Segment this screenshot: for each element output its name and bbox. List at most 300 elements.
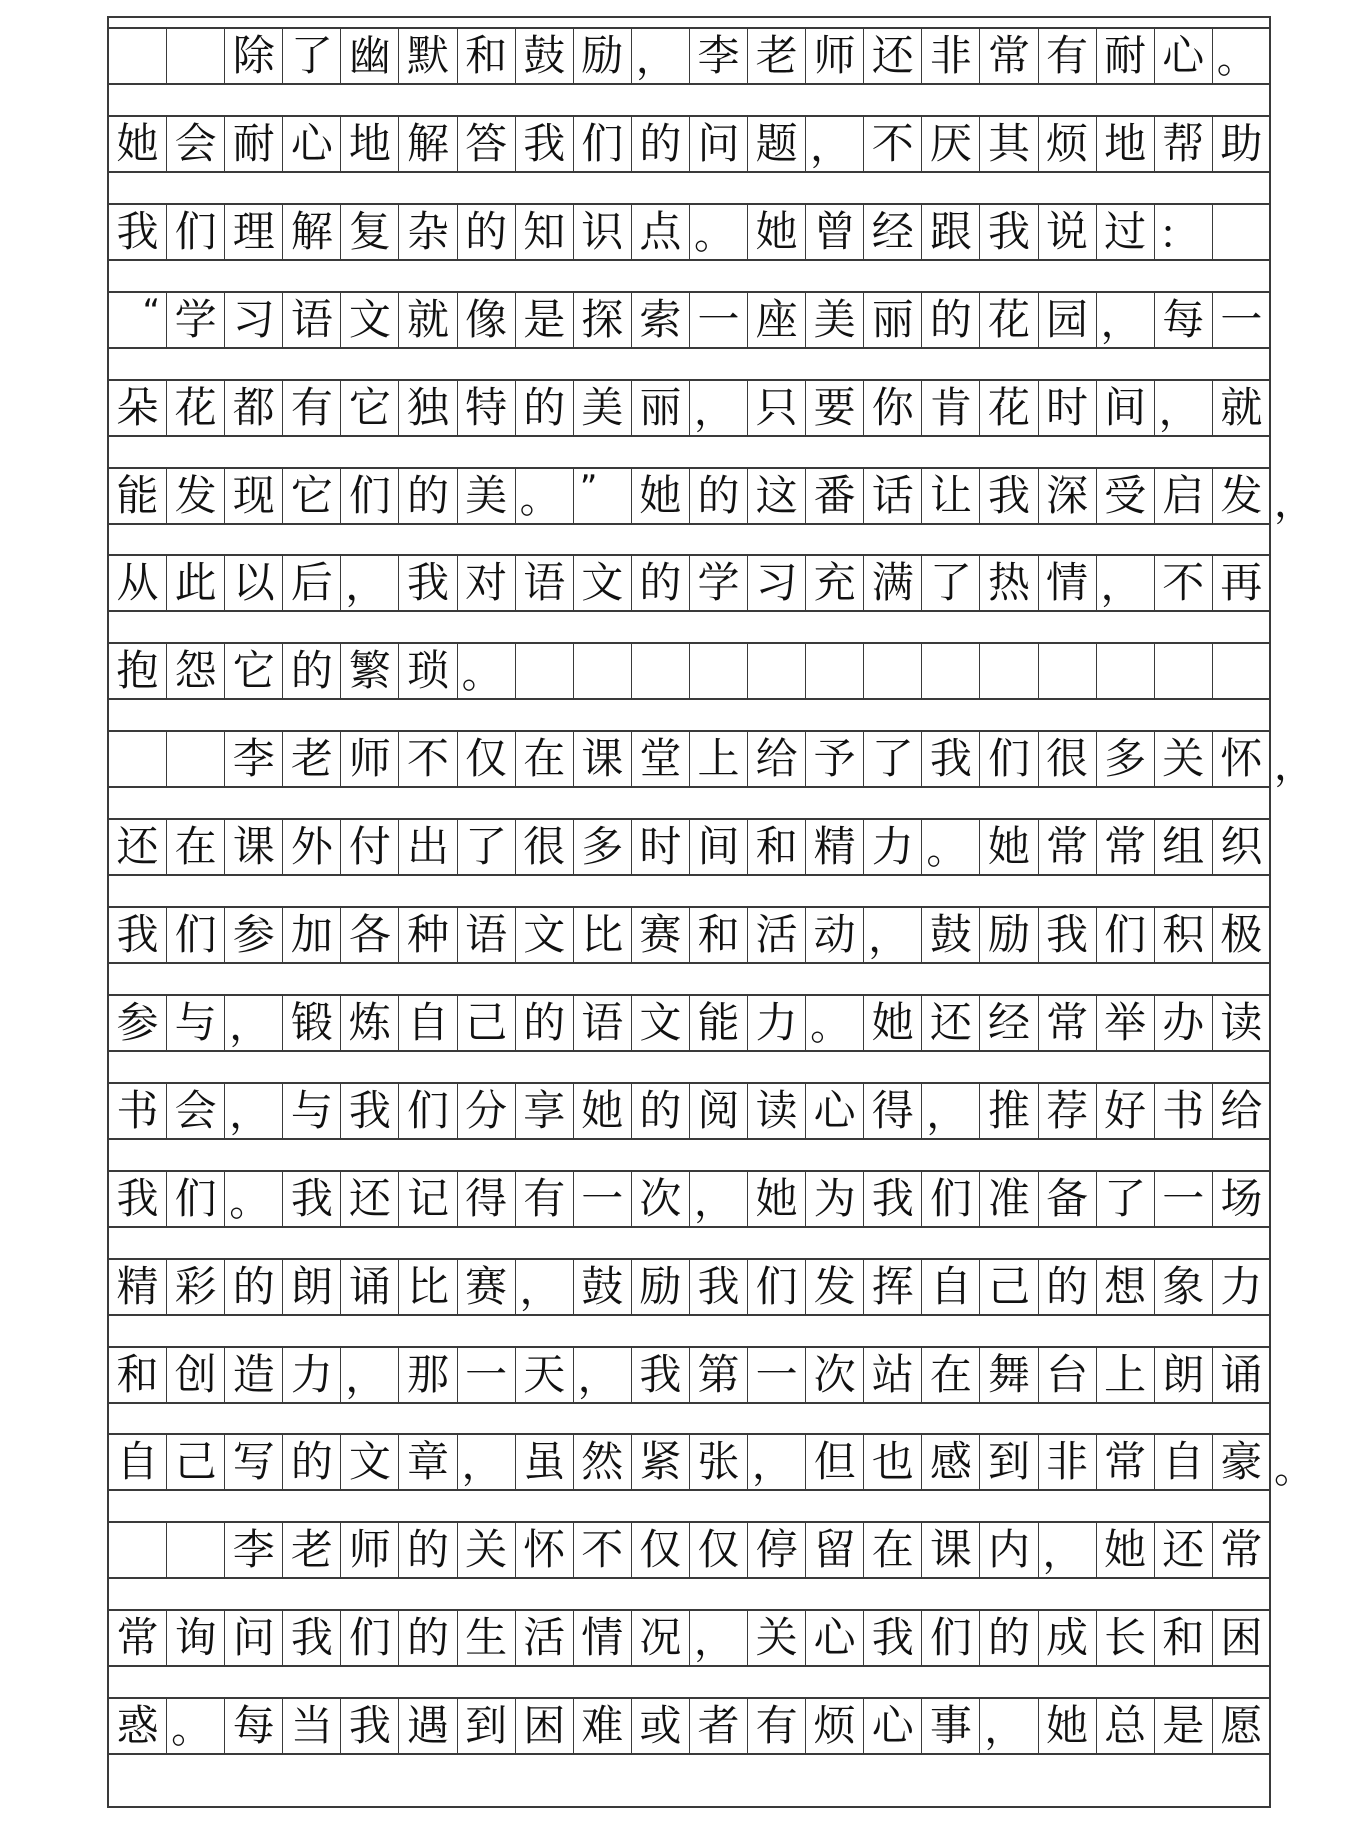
grid-cell: 比 [574, 908, 632, 962]
grid-cell: 留 [806, 1523, 864, 1577]
grid-cell: 们 [748, 1260, 806, 1314]
grid-cell: 得 [864, 1084, 922, 1138]
grid-cell: 朵 [109, 381, 167, 435]
grid-cell: 或 [632, 1699, 690, 1753]
grid-cell: 一 [458, 1348, 516, 1402]
grid-cell: 己 [167, 1435, 225, 1489]
grid-cell: 出 [399, 820, 457, 874]
grid-cell: 象 [1155, 1260, 1213, 1314]
grid-cell: 学 [690, 556, 748, 610]
grid-cell: 上 [690, 732, 748, 786]
grid-cell: 花 [980, 293, 1038, 347]
grid-cell: 我 [283, 1611, 341, 1665]
grid-cell: 停 [748, 1523, 806, 1577]
grid-cell: 发 [167, 469, 225, 523]
grid-cell: 困 [1213, 1611, 1271, 1665]
grid-cell: 。 [516, 469, 574, 523]
grid-cell: 们 [1097, 908, 1155, 962]
grid-cell: 我 [283, 1172, 341, 1226]
grid-cell: 美 [458, 469, 516, 523]
grid-cell: 们 [341, 1611, 399, 1665]
grid-cell: 站 [864, 1348, 922, 1402]
grid-cell: 经 [864, 205, 922, 259]
grid-cell: 好 [1097, 1084, 1155, 1138]
grid-cell: ， [225, 996, 283, 1050]
grid-cell: 再 [1213, 556, 1271, 610]
grid-cell: 耐 [1097, 29, 1155, 83]
grid-row [107, 554, 1271, 612]
grid-cell: 此 [167, 556, 225, 610]
grid-cell: 。 [167, 1699, 225, 1753]
grid-cell: 繁 [341, 644, 399, 698]
grid-cell: 以 [225, 556, 283, 610]
grid-cell: 都 [225, 381, 283, 435]
grid-cell: 种 [399, 908, 457, 962]
grid-cell: ， [341, 1348, 399, 1402]
grid-cell: 鼓 [922, 908, 980, 962]
grid-cell: 语 [283, 293, 341, 347]
grid-cell: ， [516, 1260, 574, 1314]
grid-cell [864, 644, 922, 698]
grid-cell: 要 [806, 381, 864, 435]
grid-cell: 紧 [632, 1435, 690, 1489]
grid-cell: 课 [922, 1523, 980, 1577]
grid-cell: 挥 [864, 1260, 922, 1314]
grid-cell: 励 [574, 29, 632, 83]
grid-cell: 很 [516, 820, 574, 874]
grid-row [107, 1697, 1271, 1755]
grid-cell: 的 [1039, 1260, 1097, 1314]
grid-cell: ， [1097, 293, 1155, 347]
grid-row [107, 291, 1271, 349]
grid-cell: 语 [574, 996, 632, 1050]
grid-cell: 复 [341, 205, 399, 259]
grid-cell: ， [806, 117, 864, 171]
grid-row [107, 994, 1271, 1052]
grid-cell: ， [1039, 1523, 1097, 1577]
grid-cell: 给 [1213, 1084, 1271, 1138]
grid-cell: 不 [1155, 556, 1213, 610]
grid-cell: 愿 [1213, 1699, 1271, 1753]
margin-punctuation: ， [1274, 743, 1314, 790]
grid-row [107, 379, 1271, 437]
grid-cell: 充 [806, 556, 864, 610]
grid-cell: 关 [458, 1523, 516, 1577]
grid-cell: 她 [632, 469, 690, 523]
grid-cell: 堂 [632, 732, 690, 786]
grid-cell: ， [632, 29, 690, 83]
grid-cell: 朗 [1155, 1348, 1213, 1402]
grid-cell: 炼 [341, 996, 399, 1050]
grid-cell: ， [980, 1699, 1038, 1753]
grid-cell: 诵 [341, 1260, 399, 1314]
grid-cell: 助 [1213, 117, 1271, 171]
grid-cell: 自 [109, 1435, 167, 1489]
grid-cell: 们 [399, 1084, 457, 1138]
grid-cell: 当 [283, 1699, 341, 1753]
grid-row [107, 27, 1271, 85]
grid-cell: 不 [864, 117, 922, 171]
grid-cell: 的 [632, 1084, 690, 1138]
grid-cell: 造 [225, 1348, 283, 1402]
grid-cell: 常 [1097, 1435, 1155, 1489]
grid-cell: 的 [632, 556, 690, 610]
grid-cell: 文 [632, 996, 690, 1050]
grid-row [107, 730, 1271, 788]
grid-cell: 上 [1097, 1348, 1155, 1402]
grid-cell: 长 [1097, 1611, 1155, 1665]
grid-cell: 们 [574, 117, 632, 171]
grid-cell: 自 [1155, 1435, 1213, 1489]
grid-cell: 习 [225, 293, 283, 347]
grid-cell: 遇 [399, 1699, 457, 1753]
grid-cell: 到 [458, 1699, 516, 1753]
grid-cell: 。 [225, 1172, 283, 1226]
grid-cell: 心 [806, 1084, 864, 1138]
grid-cell: 园 [1039, 293, 1097, 347]
margin-punctuation: ， [1274, 479, 1314, 526]
grid-cell: 的 [458, 205, 516, 259]
grid-cell: 在 [922, 1348, 980, 1402]
grid-cell: 我 [109, 908, 167, 962]
grid-cell: 动 [806, 908, 864, 962]
grid-cell: 与 [167, 996, 225, 1050]
grid-cell: 成 [1039, 1611, 1097, 1665]
grid-cell: 感 [922, 1435, 980, 1489]
grid-cell: 课 [574, 732, 632, 786]
grid-cell: 就 [399, 293, 457, 347]
grid-cell: 常 [1097, 820, 1155, 874]
grid-cell: “ [109, 293, 167, 347]
grid-cell: 仅 [458, 732, 516, 786]
grid-cell: 为 [806, 1172, 864, 1226]
grid-cell [806, 644, 864, 698]
grid-cell: 地 [1097, 117, 1155, 171]
grid-cell: 幽 [341, 29, 399, 83]
grid-cell: 时 [632, 820, 690, 874]
grid-cell: 自 [399, 996, 457, 1050]
grid-cell: 我 [341, 1084, 399, 1138]
grid-cell: 组 [1155, 820, 1213, 874]
grid-cell: 我 [109, 205, 167, 259]
grid-cell: 然 [574, 1435, 632, 1489]
grid-cell [748, 644, 806, 698]
grid-cell: 的 [283, 644, 341, 698]
grid-row [107, 906, 1271, 964]
grid-cell: 记 [399, 1172, 457, 1226]
grid-cell: 让 [922, 469, 980, 523]
grid-cell: 活 [748, 908, 806, 962]
grid-cell: ， [341, 556, 399, 610]
grid-cell: 不 [574, 1523, 632, 1577]
grid-cell: 肯 [922, 381, 980, 435]
grid-cell: 举 [1097, 996, 1155, 1050]
grid-cell: 特 [458, 381, 516, 435]
grid-cell: 常 [980, 29, 1038, 83]
grid-cell: 时 [1039, 381, 1097, 435]
grid-cell: 给 [748, 732, 806, 786]
grid-cell: 仅 [690, 1523, 748, 1577]
grid-cell: ， [1155, 381, 1213, 435]
grid-cell: 烦 [806, 1699, 864, 1753]
grid-cell: 情 [574, 1611, 632, 1665]
grid-cell: 还 [864, 29, 922, 83]
grid-cell: 鼓 [574, 1260, 632, 1314]
grid-cell [922, 644, 980, 698]
grid-cell: 况 [632, 1611, 690, 1665]
grid-cell: 帮 [1155, 117, 1213, 171]
grid-cell: 识 [574, 205, 632, 259]
grid-cell: 力 [864, 820, 922, 874]
grid-cell: 们 [167, 205, 225, 259]
grid-cell: 总 [1097, 1699, 1155, 1753]
grid-cell: 事 [922, 1699, 980, 1753]
grid-cell: 一 [690, 293, 748, 347]
grid-cell: 她 [864, 996, 922, 1050]
grid-cell: 次 [806, 1348, 864, 1402]
grid-cell: 点 [632, 205, 690, 259]
grid-cell: 的 [980, 1611, 1038, 1665]
grid-cell: 的 [632, 117, 690, 171]
grid-cell: 是 [516, 293, 574, 347]
grid-cell: 非 [922, 29, 980, 83]
grid-cell: ” [574, 469, 632, 523]
grid-cell: 问 [690, 117, 748, 171]
grid-cell: 了 [1097, 1172, 1155, 1226]
grid-cell: 书 [1155, 1084, 1213, 1138]
grid-cell: 对 [458, 556, 516, 610]
page-border-bottom [107, 1806, 1271, 1808]
grid-cell: 书 [109, 1084, 167, 1138]
grid-cell: 了 [458, 820, 516, 874]
grid-cell: 场 [1213, 1172, 1271, 1226]
grid-cell: 参 [225, 908, 283, 962]
grid-cell: 舞 [980, 1348, 1038, 1402]
grid-cell: 间 [690, 820, 748, 874]
grid-cell: 我 [341, 1699, 399, 1753]
grid-cell: 探 [574, 293, 632, 347]
grid-cell: 困 [516, 1699, 574, 1753]
grid-cell: 会 [167, 1084, 225, 1138]
grid-cell: 第 [690, 1348, 748, 1402]
grid-cell: 发 [806, 1260, 864, 1314]
grid-cell: 常 [1039, 820, 1097, 874]
grid-cell: 有 [516, 1172, 574, 1226]
grid-cell: 的 [690, 469, 748, 523]
grid-cell [1213, 644, 1271, 698]
grid-cell: 文 [341, 293, 399, 347]
grid-cell: 荐 [1039, 1084, 1097, 1138]
grid-cell: 多 [1097, 732, 1155, 786]
grid-cell: 们 [167, 908, 225, 962]
grid-cell: 有 [283, 381, 341, 435]
grid-cell: 她 [109, 117, 167, 171]
grid-cell: 深 [1039, 469, 1097, 523]
grid-cell: 赛 [458, 1260, 516, 1314]
grid-cell: 它 [283, 469, 341, 523]
grid-cell: 非 [1039, 1435, 1097, 1489]
grid-cell: 了 [283, 29, 341, 83]
grid-cell: 外 [283, 820, 341, 874]
grid-cell: 力 [1213, 1260, 1271, 1314]
grid-cell: 问 [225, 1611, 283, 1665]
grid-cell: 常 [1039, 996, 1097, 1050]
grid-cell: ， [864, 908, 922, 962]
grid-cell: 就 [1213, 381, 1271, 435]
grid-cell: 朗 [283, 1260, 341, 1314]
grid-cell: 。 [806, 996, 864, 1050]
grid-cell: 励 [632, 1260, 690, 1314]
grid-cell: 豪 [1213, 1435, 1271, 1489]
grid-cell: 课 [225, 820, 283, 874]
grid-row [107, 467, 1271, 525]
grid-cell: 力 [283, 1348, 341, 1402]
grid-cell [167, 1523, 225, 1577]
grid-cell: 积 [1155, 908, 1213, 962]
grid-cell: 次 [632, 1172, 690, 1226]
grid-row [107, 818, 1271, 876]
grid-cell: 的 [922, 293, 980, 347]
grid-cell: ， [574, 1348, 632, 1402]
grid-cell: 它 [225, 644, 283, 698]
grid-cell: 活 [516, 1611, 574, 1665]
grid-cell: 们 [922, 1611, 980, 1665]
grid-cell [109, 29, 167, 83]
grid-row [107, 1433, 1271, 1491]
grid-cell: 知 [516, 205, 574, 259]
grid-cell: 还 [341, 1172, 399, 1226]
grid-cell: 你 [864, 381, 922, 435]
grid-cell [109, 1523, 167, 1577]
grid-cell: 只 [748, 381, 806, 435]
grid-cell: 还 [922, 996, 980, 1050]
grid-cell [574, 644, 632, 698]
grid-cell: 现 [225, 469, 283, 523]
grid-cell: 还 [1155, 1523, 1213, 1577]
grid-cell: ， [748, 1435, 806, 1489]
page-border-top [107, 16, 1271, 18]
grid-cell [632, 644, 690, 698]
grid-cell: 经 [980, 996, 1038, 1050]
grid-cell: 在 [167, 820, 225, 874]
grid-row [107, 1346, 1271, 1404]
grid-cell: 心 [1155, 29, 1213, 83]
grid-cell: 极 [1213, 908, 1271, 962]
grid-cell: 心 [864, 1699, 922, 1753]
grid-cell: 关 [1155, 732, 1213, 786]
grid-cell: 读 [748, 1084, 806, 1138]
grid-cell: 热 [980, 556, 1038, 610]
grid-cell: 到 [980, 1435, 1038, 1489]
grid-cell: 解 [283, 205, 341, 259]
grid-cell: 我 [632, 1348, 690, 1402]
grid-cell: 她 [980, 820, 1038, 874]
grid-cell: 花 [167, 381, 225, 435]
grid-cell: 启 [1155, 469, 1213, 523]
grid-row [107, 1082, 1271, 1140]
grid-cell: 李 [690, 29, 748, 83]
grid-cell: 这 [748, 469, 806, 523]
grid-cell: 杂 [399, 205, 457, 259]
grid-cell: 索 [632, 293, 690, 347]
grid-cell: 题 [748, 117, 806, 171]
grid-cell: 怀 [1213, 732, 1271, 786]
grid-cell: 从 [109, 556, 167, 610]
grid-cell [167, 29, 225, 83]
grid-row [107, 642, 1271, 700]
grid-cell: 的 [399, 1523, 457, 1577]
grid-cell: 我 [399, 556, 457, 610]
grid-cell: 每 [225, 1699, 283, 1753]
grid-cell: 和 [1155, 1611, 1213, 1665]
grid-cell: 难 [574, 1699, 632, 1753]
grid-cell: 章 [399, 1435, 457, 1489]
grid-cell: 我 [922, 732, 980, 786]
grid-cell: 己 [458, 996, 516, 1050]
grid-cell: ， [690, 1172, 748, 1226]
grid-cell: 的 [399, 1611, 457, 1665]
grid-row [107, 203, 1271, 261]
grid-cell: 惑 [109, 1699, 167, 1753]
grid-cell: 鼓 [516, 29, 574, 83]
grid-row [107, 1170, 1271, 1228]
grid-cell: 她 [1039, 1699, 1097, 1753]
grid-cell: 我 [864, 1611, 922, 1665]
grid-cell: 推 [980, 1084, 1038, 1138]
grid-cell: 的 [516, 996, 574, 1050]
grid-cell: 我 [516, 117, 574, 171]
grid-cell: 不 [399, 732, 457, 786]
grid-cell: 过 [1097, 205, 1155, 259]
grid-cell: 也 [864, 1435, 922, 1489]
grid-cell: 是 [1155, 1699, 1213, 1753]
grid-cell: 我 [1039, 908, 1097, 962]
grid-cell: 张 [690, 1435, 748, 1489]
grid-cell: 与 [283, 1084, 341, 1138]
grid-cell: 话 [864, 469, 922, 523]
grid-cell: 受 [1097, 469, 1155, 523]
grid-cell: 答 [458, 117, 516, 171]
grid-cell: 赛 [632, 908, 690, 962]
grid-cell: 独 [399, 381, 457, 435]
grid-cell: 彩 [167, 1260, 225, 1314]
grid-cell: 师 [341, 732, 399, 786]
grid-row [107, 1609, 1271, 1667]
grid-cell: 李 [225, 732, 283, 786]
grid-cell: ： [1155, 205, 1213, 259]
grid-cell: 天 [516, 1348, 574, 1402]
grid-cell: 默 [399, 29, 457, 83]
grid-cell: 师 [341, 1523, 399, 1577]
grid-cell: 常 [1213, 1523, 1271, 1577]
grid-cell: 们 [167, 1172, 225, 1226]
grid-cell: 想 [1097, 1260, 1155, 1314]
grid-cell: 那 [399, 1348, 457, 1402]
grid-cell [690, 644, 748, 698]
grid-cell: 台 [1039, 1348, 1097, 1402]
grid-cell: 常 [109, 1611, 167, 1665]
grid-cell: 发 [1213, 469, 1271, 523]
grid-cell: 情 [1039, 556, 1097, 610]
grid-cell: 精 [806, 820, 864, 874]
grid-cell: 。 [922, 820, 980, 874]
grid-cell: 在 [864, 1523, 922, 1577]
grid-cell: 一 [748, 1348, 806, 1402]
grid-cell: 能 [690, 996, 748, 1050]
grid-row [107, 1258, 1271, 1316]
grid-cell [1155, 644, 1213, 698]
grid-cell: 。 [690, 205, 748, 259]
